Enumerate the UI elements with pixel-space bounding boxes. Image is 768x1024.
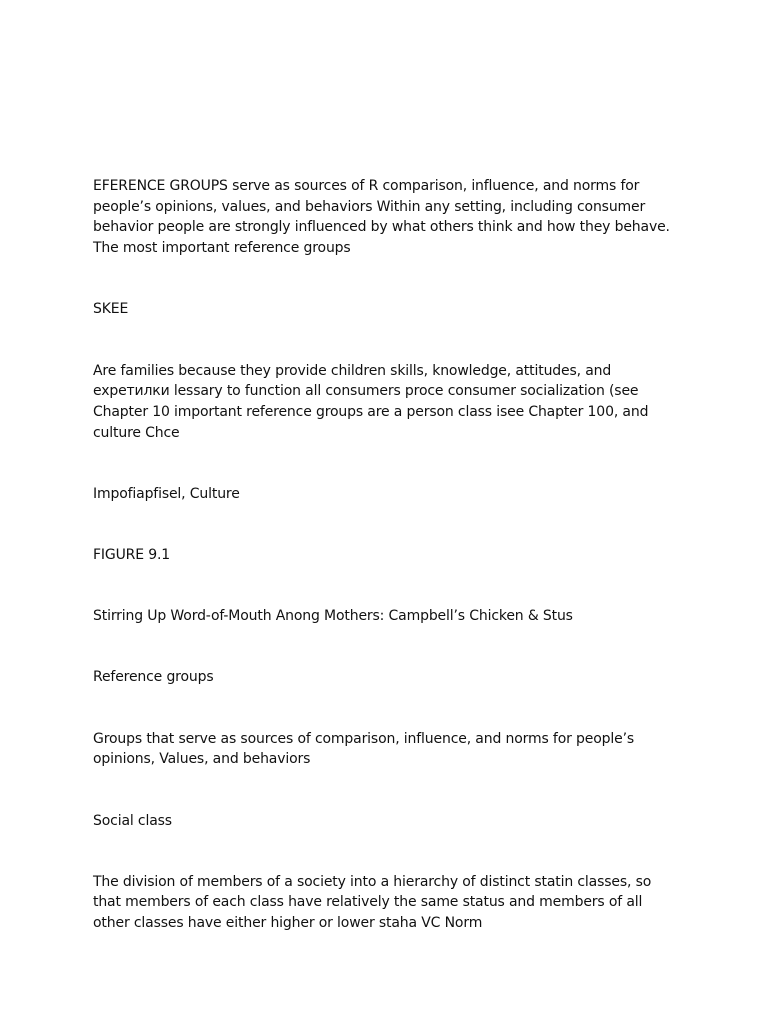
- definition-social-class: The division of members of a society into a hierarchy of distinct statin classes, so that members of each class have relatively the same status and members of all other classes have either higher or lower staha VC Norm: [93, 873, 652, 932]
- paragraph-skee: SKEE: [93, 301, 129, 318]
- definition-reference-groups: Groups that serve as sources of comparison, influence, and norms for people’s opinions, Values, and behaviors: [93, 730, 635, 768]
- figure-label: FIGURE 9.1: [93, 547, 171, 564]
- paragraph-culture: Impofiapfisel, Culture: [93, 485, 240, 502]
- figure-caption: Stirring Up Word-of-Mouth Anong Mothers: Campbell’s Chicken & Stus: [93, 608, 573, 625]
- term-reference-groups: Reference groups: [93, 669, 214, 686]
- paragraph-families: Are families because they provide children skills, knowledge, attitudes, and expeтилки lessary to function all consumers proce consumer socialization (see Chapter 10 important reference groups are a person class isee Chapter 100, and culture Chce: [93, 362, 649, 441]
- document-page: [93, 176, 678, 934]
- term-social-class: Social class: [93, 812, 172, 829]
- paragraph-reference-groups-intro: EFERENCE GROUPS serve as sources of R comparison, influence, and norms for people’s opinions, values, and behaviors Within any setting, including consumer behavior people are strongly influenced by what others think and how they behave. The most important reference groups: [93, 178, 670, 257]
